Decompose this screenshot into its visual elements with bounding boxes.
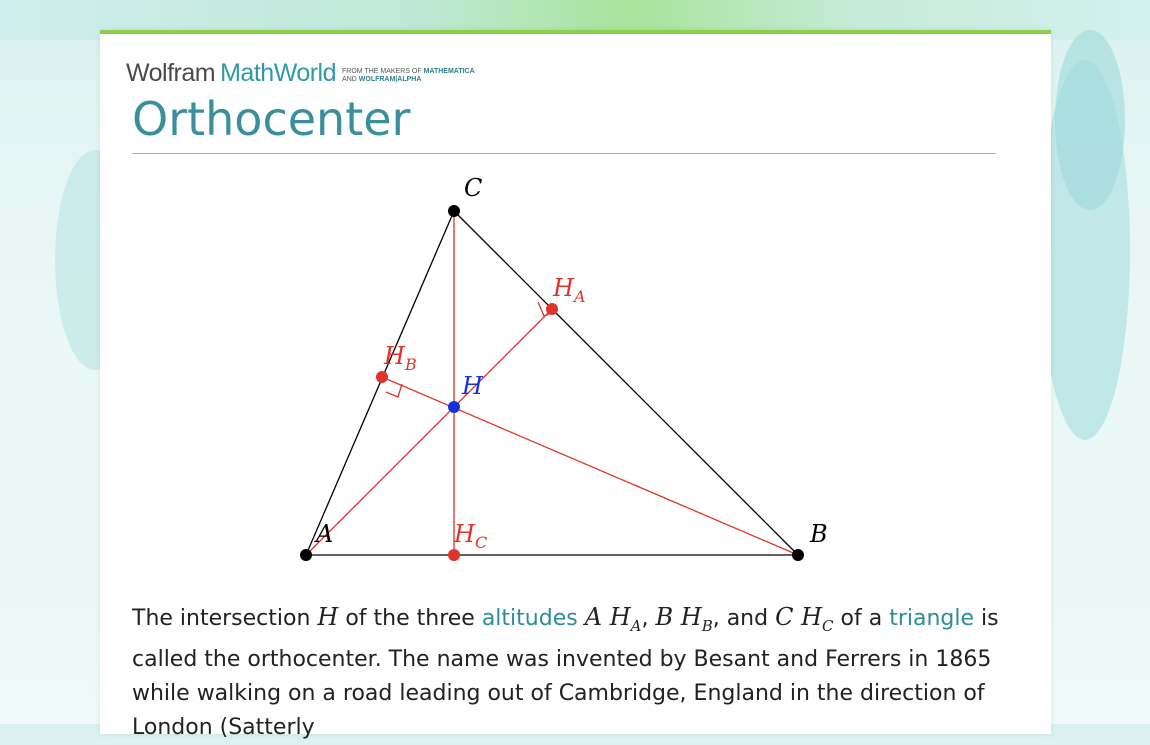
label-hb: $H_B$ [384,342,417,374]
side-ac [306,211,454,555]
vertex-b [792,549,804,561]
foot-hb [376,371,388,383]
altitudes-link[interactable]: altitudes [481,606,578,631]
definition-paragraph: The intersection H of the three altitudes A $H_A$, B $H_B$, and C $H_C$ of a triangle is called the orthocenter. The name was invented by Besant and Ferrers in 1865 while walking on a road leading out of Cambridge, England in the direction of London (Satterly [132,603,999,740]
math-bhb: B $H_B$ [655,603,713,635]
foot-ha [546,303,558,315]
right-angle-hb [386,384,402,397]
math-h: H [317,603,339,631]
logo-tagline: FROM THE MAKERS OF MATHEMATICA AND WOLFRAM|ALPHA [342,68,475,83]
logo-wolfram: Wolfram [126,59,216,87]
foot-hc [448,549,460,561]
label-b: B [810,520,828,548]
side-bc [454,211,798,555]
math-chc: C $H_C$ [775,603,834,635]
label-a: A [316,520,334,548]
math-aha: A $H_A$ [584,603,642,635]
content-card [100,30,1051,740]
logo-mathworld: MathWorld [220,59,337,87]
label-ha: $H_A$ [553,274,586,306]
orthocenter-point [448,401,460,413]
label-c: C [464,174,483,202]
orthocenter-diagram [100,34,1051,594]
altitude-b [382,377,798,555]
altitude-a [306,309,552,555]
page-title: Orthocenter [132,92,411,146]
vertex-a [300,549,312,561]
label-h: H [462,372,483,400]
label-hc: $H_C$ [454,520,488,552]
triangle-link[interactable]: triangle [889,606,975,631]
vertex-c [448,205,460,217]
